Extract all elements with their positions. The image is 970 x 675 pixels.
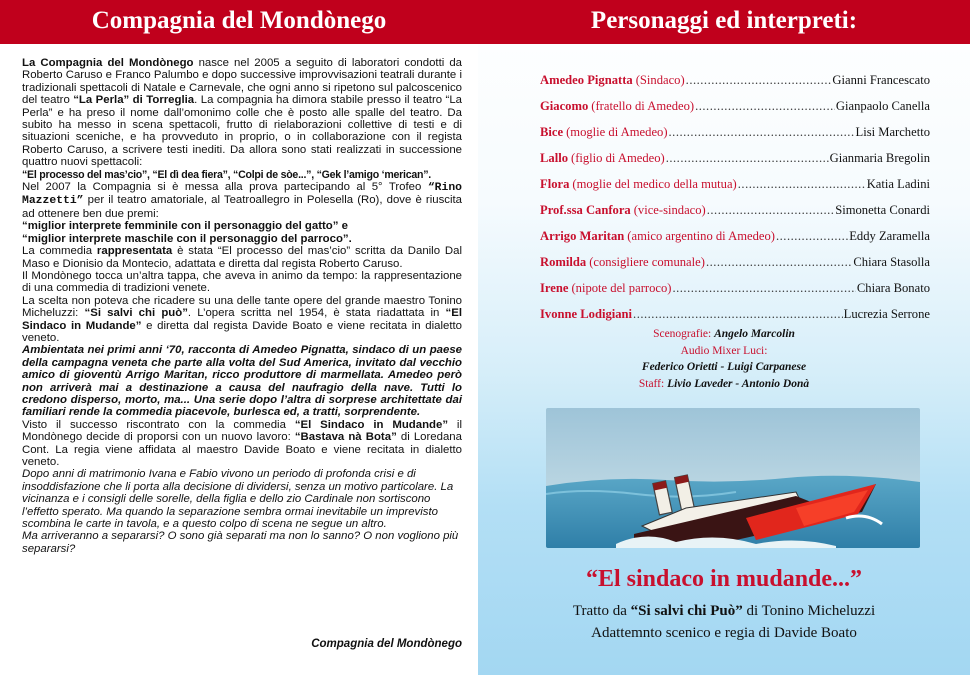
work-title: “El Sindaco in Mudande” — [294, 418, 449, 431]
paragraph-trophy — [22, 181, 462, 220]
text-span: Visto il successo riscontrato con la commedia — [22, 418, 295, 431]
left-title: Compagnia del Mondònego — [91, 7, 387, 34]
sinking-ship-illustration — [546, 408, 920, 548]
leader-dots — [738, 177, 866, 192]
credit-name: Angelo Marcolin — [714, 328, 795, 340]
character-role: (figlio di Amedeo) — [571, 151, 665, 165]
cast-row — [540, 270, 930, 296]
cast-row — [540, 140, 930, 166]
character-name: Bice — [540, 125, 564, 139]
plot-summary-1: Ambientata nei primi anni ‘70, racconta di Amedeo Pignatta, sindaco di un paese della campagna veneta che parte alla volta del Sud America, invitato dal vecchio amico di gioventù Arrigo Maritan, ricco produttore di marmellata. Amedeo però non arriverà mai a destinazione a causa del naufragio della nave. Tutti lo credono disperso, morto, ma... Una serie dopo l’altra di sorprese architettate dai familiari rende la commedia piacevole, burlesca ed, a tratti, sorprendente. — [22, 344, 462, 419]
cast-row — [540, 244, 930, 270]
right-panel — [478, 0, 970, 675]
leader-dots — [707, 203, 834, 218]
character-role: (consigliere comunale) — [589, 255, 705, 269]
text-span: . L’opera scritta nel 1954, è stata riadattata in — [187, 307, 446, 320]
text-span: rappresentata — [96, 245, 173, 258]
text-span: Nel 2007 la Compagnia si è messa alla prova partecipando al 5° Trofeo — [22, 181, 428, 194]
actor-name: Katia Ladini — [866, 177, 930, 191]
source-title: “Si salvi chi Può” — [630, 603, 743, 619]
character-role: (moglie del medico della mutua) — [572, 177, 737, 191]
character-name: Ivonne Lodigiani — [540, 307, 633, 321]
paragraph-new-work — [22, 419, 462, 469]
cast-row — [540, 88, 930, 114]
left-panel — [0, 0, 478, 675]
cast-row — [540, 218, 930, 244]
character-role: (vice-sindaco) — [633, 203, 706, 217]
source-line — [478, 603, 970, 620]
credit-label: Scenografie: — [653, 328, 712, 340]
character-role: (moglie di Amedeo) — [566, 125, 668, 139]
character-role: (nipote del parroco) — [571, 281, 672, 295]
ship-picture — [546, 408, 920, 548]
text-span: è stata “El processo del mas’cio” scritta da Danilo Dal Maso e Dionisio da Montecio, adattata e diretta dal regista Roberto Caruso. — [22, 245, 462, 270]
right-title: Personaggi ed interpreti: — [590, 7, 858, 34]
character-name: Lallo — [540, 151, 568, 165]
character-name: Prof.ssa Canfora — [540, 203, 631, 217]
character-name: Flora — [540, 177, 570, 191]
credit-staff — [478, 376, 970, 393]
text-span: il Mondònego decide di proporsi con un nuovo lavoro: — [22, 418, 462, 444]
text-span: Tratto da — [572, 603, 631, 619]
text-span: e diretta dal regista Davide Boato e viene recitata in dialetto veneto. — [22, 319, 462, 344]
signature: Compagnia del Mondònego — [311, 638, 462, 650]
leader-dots — [666, 151, 829, 166]
plot-summary-2: Dopo anni di matrimonio Ivana e Fabio vivono un periodo di profonda crisi e di insoddisfazione che li porta alla decisione di dividersi, senza un motivo particolare. La vicinanza e i consigli delle sorelle, della figlia e dello zio Cardinale non sortiscono l’effetto sperato. Ma quando la separazione sembra ormai inevitabile un imprevisto scombina le carte in tavola, e a questo colpo di scena ne segue un altro. — [22, 468, 454, 531]
character-name: Irene — [540, 281, 569, 295]
text-span: di Tonino Micheluzzi — [742, 603, 876, 619]
award-female: “miglior interprete femminile con il personaggio del gatto” e — [22, 220, 348, 233]
work-title: “Si salvi chi può” — [84, 307, 188, 320]
text-span: di Loredana Cont. La regia viene affidata al maestro Davide Boato e viene recitata in dialetto veneto. — [22, 431, 462, 468]
text-span: . La compagnia ha dimora stabile presso il teatro “La Perla” e ha preso il nome dall’omonimo colle che è posto alle spalle del teatro. Da subito ha messo in scena spettacoli, frutto di rielaborazioni collettive di testi e di situazioni sceniche, e ha provveduto in proprio, o in collaborazione con il regista Roberto Caruso, a scrivere testi inediti. Da allora sono stati realizzati in successione quattro nuovi spettacoli: — [22, 94, 463, 169]
theatre-name: “La Perla” di Torreglia — [73, 94, 195, 107]
actor-name: Lisi Marchetto — [855, 125, 930, 139]
leader-dots — [776, 229, 848, 244]
direction-line: Adattemnto scenico e regia di Davide Boato — [591, 625, 857, 641]
character-role: (amico argentino di Amedeo) — [627, 229, 775, 243]
actor-name: Simonetta Conardi — [835, 203, 930, 217]
cast-row — [540, 296, 930, 322]
actor-name: Chiara Stasolla — [853, 255, 930, 269]
leader-dots — [695, 99, 835, 114]
show-title: “El sindaco in mudande...” — [585, 566, 863, 592]
work-title: “El Sindaco in Mudande” — [22, 307, 462, 332]
character-name: Arrigo Maritan — [540, 229, 625, 243]
cast-row — [540, 192, 930, 218]
cast-row — [540, 62, 930, 88]
credit-name: Federico Orietti - Luigi Carpanese — [641, 361, 807, 373]
leader-dots — [669, 125, 855, 140]
leader-dots — [686, 73, 832, 88]
actor-name: Gianmaria Bregolin — [829, 151, 930, 165]
paragraph-comedy — [22, 245, 462, 270]
award-male: “miglior interprete maschile con il personaggio del parroco”. — [22, 232, 352, 245]
cast-row — [540, 166, 930, 192]
actor-name: Eddy Zaramella — [849, 229, 930, 243]
leader-dots — [672, 281, 855, 296]
work-title: “Bastava nà Bota” — [294, 431, 397, 444]
company-name: La Compagnia del Mondònego — [22, 57, 194, 69]
character-role: (fratello di Amedeo) — [591, 99, 695, 113]
text-span: La scelta non poteva che ricadere su una delle tante opere del grande maestro Tonino Micheluzzi: — [22, 294, 462, 320]
character-name: Romilda — [540, 255, 587, 269]
paragraph-choice — [22, 295, 462, 345]
cast-list — [540, 62, 930, 322]
character-name: Giacomo — [540, 99, 589, 113]
trophy-name: “Rino Mazzetti” — [22, 182, 462, 208]
cast-row — [540, 114, 930, 140]
credit-label: Staff: — [638, 377, 665, 390]
actor-name: Chiara Bonato — [856, 281, 930, 295]
shows-list: “El processo del mas’cio”, “El dì dea fiera”, “Colpi de sòe...”, “Gek l’amigo ‘merican”. — [22, 168, 431, 181]
text-span: La commedia — [22, 245, 97, 258]
paragraph-intro — [22, 57, 462, 169]
actor-name: Gianpaolo Canella — [835, 99, 930, 113]
crew-credits — [478, 326, 970, 392]
character-role: (Sindaco) — [635, 73, 685, 87]
leader-dots — [633, 307, 843, 322]
credit-name: Livio Laveder - Antonio Donà — [667, 377, 810, 390]
closing-questions: Ma arriveranno a separarsi? O sono già separati ma non lo sanno? O non vogliono più separarsi? — [22, 530, 459, 555]
actor-name: Lucrezia Serrone — [843, 307, 930, 321]
actor-name: Gianni Francescato — [832, 73, 930, 87]
text-span: nasce nel 2005 a seguito di laboratori condotti da Roberto Caruso e Franco Palumbo e dopo successive improvvisazioni teatrali durante i tradizionali spettacoli di Natale e Carnevale, che ogni anno si ripetono sul palcoscenico del teatro — [22, 57, 462, 107]
credit-scenografie — [478, 326, 970, 343]
character-name: Amedeo Pignatta — [540, 73, 633, 87]
text-span: per il teatro amatoriale, al Teatroallegro in Polesella (Ro), dove è riuscita ad ottenere ben due premi: — [22, 194, 462, 220]
credit-label: Audio Mixer Luci: — [680, 344, 768, 357]
paragraph-tradition: Il Mondònego tocca un’altra tappa, che aveva in animo da tempo: la rappresentazione di una commedia di tradizioni venete. — [22, 269, 462, 295]
company-history-text — [22, 57, 462, 555]
leader-dots — [706, 255, 852, 270]
